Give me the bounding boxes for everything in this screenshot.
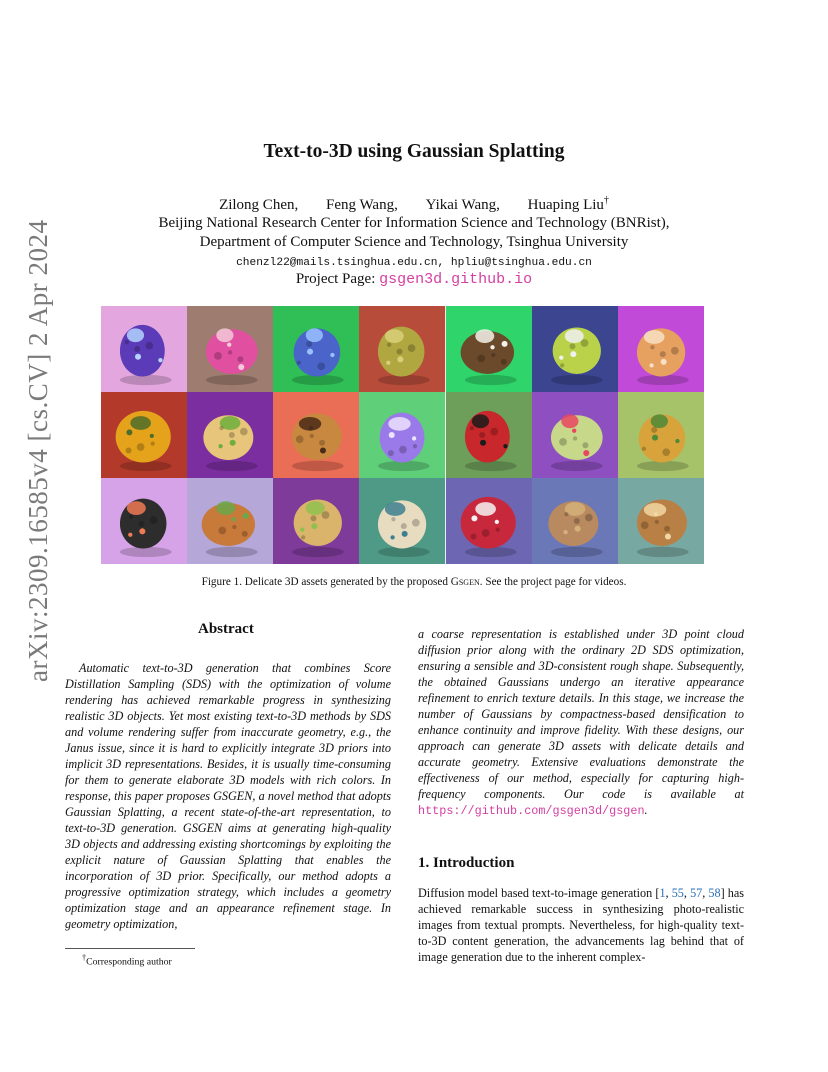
author-name: Feng Wang, bbox=[325, 197, 398, 213]
teaser-image-durian bbox=[359, 306, 445, 392]
teaser-image-roast-chicken bbox=[187, 478, 273, 564]
teaser-image-tacos bbox=[187, 392, 273, 478]
teaser-image-ladybug bbox=[446, 392, 532, 478]
teaser-image-sunflower bbox=[101, 392, 187, 478]
arxiv-identifier: arXiv:2309.16585v4 [cs.CV] 2 Apr 2024 bbox=[23, 219, 53, 682]
project-page-link[interactable]: gsgen3d.github.io bbox=[379, 271, 533, 288]
teaser-image-pineapple bbox=[618, 392, 704, 478]
teaser-figure-grid bbox=[101, 306, 704, 564]
introduction-text: Diffusion model based text-to-image generation [1, 55, 57, 58] has achieved remarkable success in synthesizing photo-realistic images from textual prompts. Nevertheless, for high-quality text-to-3D content generation, the advancements lag behind that of image generation due to the inherent complex- bbox=[418, 886, 745, 964]
teaser-image-sock-creature bbox=[532, 306, 618, 392]
citation-link[interactable]: 58 bbox=[708, 886, 721, 900]
teaser-image-statue-head bbox=[359, 392, 445, 478]
footnote-text: Corresponding author bbox=[86, 956, 172, 968]
abstract-text-left: Automatic text-to-3D generation that combines Score Distillation Sampling (SDS) with the optimization of volume rendering has achieved remarkable progress in synthesizing realistic 3D objects. Yet most existing text-to-3D methods by SDS and volume rendering suffer from inaccurate geometry, e.g., the Janus issue, since it is hard to explicitly integrate 3D priors into implicit 3D representations. Besides, it is usually time-consuming for them to generate elaborate 3D models with rich colors. In response, this paper proposes GSGEN, a novel method that adopts Gaussian Splatting, a recent state-of-the-art representation, to text-to-3D generation. GSGEN aims at generating high-quality 3D objects and addressing existing shortcomings by exploiting the explicit nature of Gaussian Splatting that enables the incorporation of 3D prior. Specifically, our method adopts a progressive optimization strategy, which includes a geometry optimization stage and an appearance refinement stage. In geometry optimization, bbox=[65, 661, 391, 931]
author-name: Zilong Chen, bbox=[219, 197, 299, 213]
footnote bbox=[82, 953, 172, 967]
teaser-image-plush-toy bbox=[532, 392, 618, 478]
citation-link[interactable]: 55 bbox=[671, 886, 684, 900]
author-emails: chenzl22@mails.tsinghua.edu.cn, hpliu@tsinghua.edu.cn bbox=[236, 257, 592, 269]
footnote-mark: † bbox=[82, 953, 87, 962]
author-list bbox=[0, 195, 828, 214]
teaser-image-eagle bbox=[446, 306, 532, 392]
method-name: Gsgen bbox=[450, 576, 480, 588]
teaser-image-sushi bbox=[101, 478, 187, 564]
teaser-image-pink-figure bbox=[187, 306, 273, 392]
affiliation-line-2: Department of Computer Science and Technology, Tsinghua University bbox=[199, 234, 629, 250]
teaser-image-bunny bbox=[532, 478, 618, 564]
citation-link[interactable]: 1 bbox=[659, 886, 666, 900]
corresponding-mark: † bbox=[603, 195, 609, 206]
teaser-image-blue-rose bbox=[273, 306, 359, 392]
teaser-image-dumpling-plate bbox=[359, 478, 445, 564]
code-repository-link[interactable]: https://github.com/gsgen3d/gsgen bbox=[418, 804, 645, 818]
author-name: Huaping Liu† bbox=[527, 195, 609, 213]
footnote-divider bbox=[65, 948, 195, 949]
teaser-image-dessert bbox=[618, 478, 704, 564]
project-page-label: Project Page: bbox=[295, 271, 380, 287]
teaser-image-tulip bbox=[101, 306, 187, 392]
author-name: Yikai Wang, bbox=[425, 197, 500, 213]
affiliation-line-1: Beijing National Research Center for Information Science and Technology (BNRist), bbox=[158, 215, 670, 231]
abstract-heading: Abstract bbox=[198, 621, 254, 637]
teaser-image-chow-dog bbox=[618, 306, 704, 392]
project-page-line bbox=[0, 271, 828, 288]
introduction-heading: 1. Introduction bbox=[418, 855, 515, 871]
citation-link[interactable]: 57 bbox=[690, 886, 703, 900]
abstract-text-right: a coarse representation is established under 3D point cloud diffusion prior along with the ordinary 2D SDS optimization, ensuring a sensible and 3D-consistent rough shape. Subsequently, the obtained Gaussians undergo an iterative appearance refinement to enrich texture details. In this stage, we increase the number of Gaussians by compactness-based densification to enhance continuity and improve fidelity. With these designs, our approach can generate 3D assets with delicate details and accurate geometry. Extensive evaluations demonstrate the effectiveness of our method, especially for capturing high-frequency components. Our code is available at https://github.com/gsgen3d/gsgen. bbox=[418, 627, 744, 818]
teaser-image-sandwich bbox=[273, 478, 359, 564]
teaser-image-pancakes bbox=[273, 392, 359, 478]
teaser-image-origami bbox=[446, 478, 532, 564]
figure-caption: Figure 1. Delicate 3D assets generated by the proposed Gsgen. See the project page for videos. bbox=[201, 576, 627, 588]
paper-title: Text-to-3D using Gaussian Splatting bbox=[263, 141, 565, 162]
